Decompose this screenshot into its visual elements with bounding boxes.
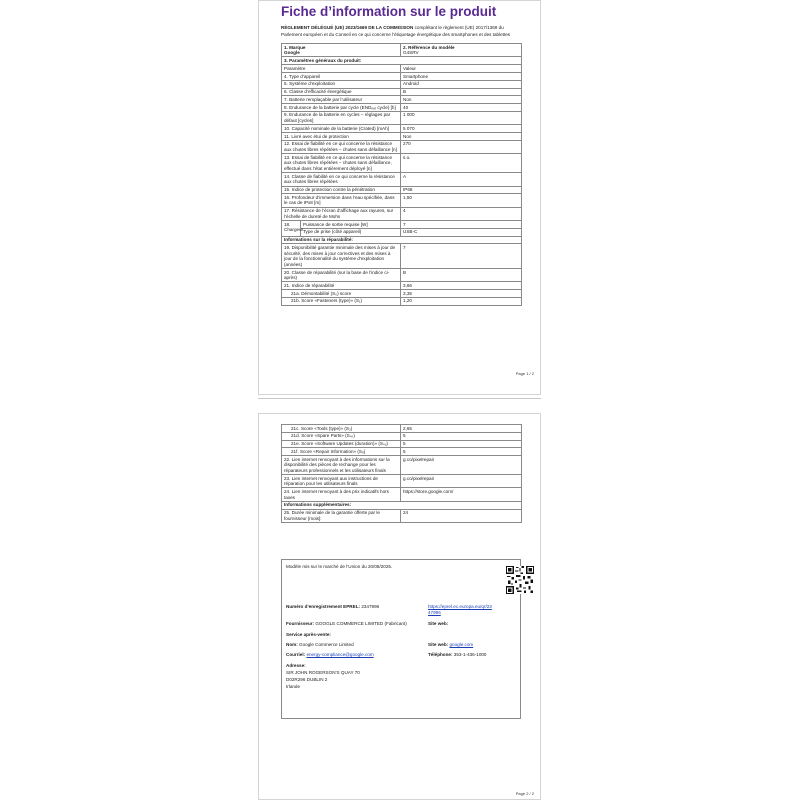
param-value: Non [401,96,522,104]
warranty-label: 25. Durée minimale de la garantie offerte par le fournisseur [mois]: [282,509,401,522]
address-heading: Adresse: [286,663,306,668]
param-value: 1,50 [401,194,522,207]
param-label: 17. Résistance de l’écran d’affichage aux rayures, sur l’échelle de dureté de Mohs [282,207,401,220]
supplier-value: GOOGLE COMMERCE LIMITED (Fabricant) [315,621,407,626]
param-label: 5. Système d’exploitation [282,80,401,88]
repair-label: 21d. Score «Spare Parts» (Sₛₚ) [282,432,401,440]
section-general-params: 3. Paramètres généraux du produit: [282,57,522,65]
repair-value: https://store.google.com/ [401,488,522,501]
repair-row [282,244,522,269]
param-value: B [401,88,522,96]
service-website-link[interactable]: google.com [449,642,474,647]
repair-value: g.co/pixelrepair [401,456,522,475]
website-label: Site web: [428,621,449,626]
param-label: 16. Profondeur d’immersion dans l’eau spécifiée, dans le cas de IPx8 [m] [282,194,401,207]
repair-label: 21b. Score «Fasteners (type)» (S₁) [282,297,401,305]
repair-value: 5 [401,440,522,448]
address-line-2: D02R296 DUBLIN 2 [286,677,328,682]
regulation-intro [281,24,521,38]
name-label: Nom: [286,642,298,647]
section-additional-info: Informations supplémentaires: [282,501,522,509]
param-label: 9. Endurance de la batterie en cycles – réglages par défaut [cycles] [282,111,401,124]
param-row [282,104,522,112]
repair-row [282,440,522,448]
repair-row [282,432,522,440]
repair-label: 24. Lien internet renvoyant à des prix indicatifs hors taxes [282,488,401,501]
repair-value: B [401,268,522,281]
brand-model-row [282,44,522,57]
repair-value: 5 [401,432,522,440]
eprel-value: 2347996 [361,604,380,609]
repair-row [282,297,522,305]
param-label: 4. Type d’appareil [282,72,401,80]
param-value: Smartphone [401,72,522,80]
param-label: 14. Classe de fiabilité en ce qui concerne la résistance aux chutes libres répétées [282,173,401,186]
param-row [282,133,522,141]
repair-row [282,268,522,281]
email-label: Courriel: [286,652,306,657]
param-label: 13. Essai de fiabilité en ce qui concerne la résistance aux chutes libres répétées – chutes sans défaillance, effectué dans l’état entièrement déployé [n] [282,154,401,173]
param-value: 1 000 [401,111,522,124]
supplier-line [286,621,407,627]
param-row [282,154,522,173]
repair-row [282,425,522,433]
charger-power-value: 7 [401,221,522,229]
section-row [282,501,522,509]
repair-label: 21. Indice de réparabilité [282,282,401,290]
param-value: 40 [401,104,522,112]
param-row [282,173,522,186]
param-label: 7. Batterie remplaçable par l’utilisateur [282,96,401,104]
repair-value: 3,35 [401,290,522,298]
brand-value: Google [284,50,300,56]
repair-label: 20. Classe de réparabilité (sur la base de l’indice ci-après) [282,268,401,281]
param-row [282,96,522,104]
repair-value: 2,65 [401,425,522,433]
param-value: IP68 [401,186,522,194]
section-repairability: Informations sur la réparabilité: [282,236,522,244]
warranty-row [282,509,522,522]
page-1 [258,0,541,395]
repair-label: 22. Lien internet renvoyant à des informations sur la disponibilité des pièces de rechange pour les réparateurs professionnels et les utilisateurs finals [282,456,401,475]
repair-label: 21a. Démontabilité (S₀) score [282,290,401,298]
param-value: 5 070 [401,125,522,133]
param-label: 6. Classe d’efficacité énergétique [282,88,401,96]
param-value: 4 [401,207,522,220]
brand-label: 1. Marque [284,44,306,50]
param-value: Valeur [401,65,522,73]
param-row [282,80,522,88]
model-value: G4SRV [403,50,419,56]
email-line [286,652,374,658]
repair-row [282,456,522,475]
repair-value: 7 [401,244,522,269]
repair-label: 21c. Score «Tools (type)» (S₂) [282,425,401,433]
param-value: A [401,173,522,186]
page-2 [258,413,541,800]
name-value: Google Commerce Limited [299,642,354,647]
eprel-link[interactable]: https://eprel.ec.europa.eu/qr/23 [428,604,492,609]
param-value: s.o. [401,154,522,173]
charger-row [282,228,522,236]
address-line-1: SIR JOHN ROGERSON’S QUAY 70 [286,670,360,675]
repair-value: g.co/pixelrepair [401,475,522,488]
repair-row [282,475,522,488]
page-number: Page 1 / 2 [515,371,534,376]
param-row [282,186,522,194]
regulation-text: complétant le règlement (UE) 2017/1369 du Parlement européen et du Conseil en ce qui concerne l’étiquetage énergétique des smartphones et des tablettes [281,25,511,38]
param-label: 10. Capacité nominale de la batterie (Crated) [mAh] [282,125,401,133]
param-row [282,194,522,207]
repair-label: 21f. Score «Repair Information» (Sᵣᵢ) [282,448,401,456]
phone-label: Téléphone: [428,652,453,657]
repair-row [282,448,522,456]
param-label: 11. Livré avec étui de protection [282,133,401,141]
product-info-table-continued [281,424,522,523]
param-label: Paramètre [282,65,401,73]
page-number: Page 2 / 2 [515,791,534,796]
eprel-line [286,604,379,610]
param-label: 15. Indice de protection contre la pénétration [282,186,401,194]
repair-row [282,488,522,501]
param-value: Android [401,80,522,88]
qr-code-icon [506,566,534,594]
section-row [282,236,522,244]
page-divider [258,398,541,399]
eprel-label: Numéro d’enregistrement EPREL: [286,604,361,609]
param-row [282,111,522,124]
repair-row [282,282,522,290]
market-date-text: Modèle mis sur le marché de l’Union du 20/08/2025. [286,564,393,569]
charger-power-label: Puissance de sortie requise [W] [301,221,401,229]
phone-line [428,652,487,658]
address-line-3: Irlande [286,684,301,689]
repair-label: 19. Disponibilité garantie minimale des mises à jour de sécurité, des mises à jour correctives et des mises à jour de la fonctionnalité du système d’exploitation (années) [282,244,401,269]
param-value: 270 [401,140,522,153]
repair-value: 5 [401,448,522,456]
param-label: 8. Endurance de la batterie par cycle (ENDₚₑᵣ cycle) [h] [282,104,401,112]
eprel-link-continued[interactable]: 47996 [428,610,441,615]
email-link[interactable]: energy-compliance@google.com [306,652,374,657]
section-row [282,57,522,65]
param-row [282,207,522,220]
repair-value: 1,20 [401,297,522,305]
phone-value: 353-1-436-1000 [453,652,487,657]
charger-plug-value: USB-C [401,228,522,236]
param-value: Non [401,133,522,141]
repair-label: 23. Lien internet renvoyant aux instructions de réparation pour les utilisateurs finals [282,475,401,488]
param-row [282,88,522,96]
supplier-label: Fournisseur: [286,621,315,626]
repair-row [282,290,522,298]
param-label: 12. Essai de fiabilité en ce qui concerne la résistance aux chutes libres répétées – chutes sans défaillance [n] [282,140,401,153]
model-label: 2. Référence du modèle [403,44,455,50]
charger-row [282,221,522,229]
param-row [282,140,522,153]
service-name-line [286,642,354,648]
param-row [282,65,522,73]
charger-plug-label: Type de prise (côté appareil) [301,228,401,236]
document-title: Fiche d’information sur le produit [281,4,497,19]
warranty-value: 24 [401,509,522,522]
repair-value: 3,66 [401,282,522,290]
product-info-table [281,43,522,306]
charger-label: 18. Chargeur [282,221,301,237]
param-row [282,72,522,80]
service-website-line: Site web: google.com [428,642,474,647]
supplier-box [281,559,521,719]
service-heading: Service après-vente: [286,632,331,637]
param-row [282,125,522,133]
repair-label: 21e. Score «Software Updates (duration)» (Sₛᵤ) [282,440,401,448]
regulation-title: RÈGLEMENT DÉLÉGUÉ (UE) 2023/1669 DE LA COMMISSION [281,25,414,30]
